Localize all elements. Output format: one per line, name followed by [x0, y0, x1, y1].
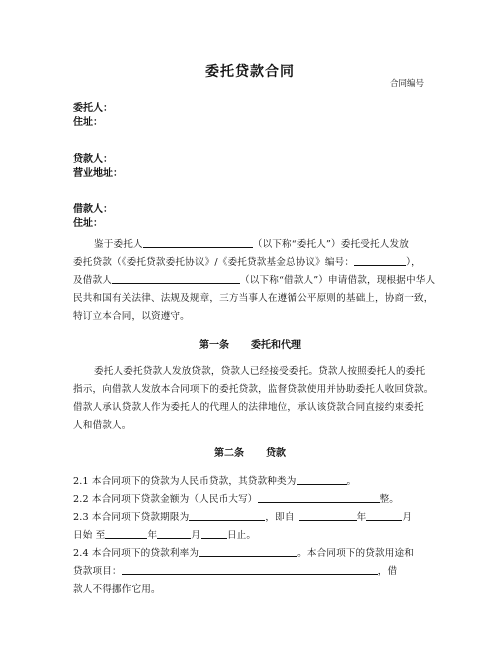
preamble-text: （以下称“借款人”）申请借款，现根据中华人: [239, 275, 436, 286]
article-2-title: 贷款: [266, 448, 286, 459]
preamble-line-2: [73, 254, 421, 268]
end-month-blank: [157, 529, 191, 539]
clause-2-1: [73, 473, 356, 487]
entruster-address-label: 住址：: [73, 117, 103, 128]
clause-2-3-line-2: [73, 527, 256, 541]
preamble-line-1: [94, 236, 409, 250]
clause-text: 年: [147, 530, 158, 541]
clause-text: 贷款项目：: [73, 566, 122, 577]
loan-type-blank: [297, 475, 347, 485]
start-month-blank: [366, 511, 402, 521]
loan-purpose-blank: [122, 565, 378, 575]
clause-text: 日止。: [226, 530, 257, 541]
loan-amount-blank: [258, 493, 380, 503]
clause-text: 2.3 本合同项下贷款期限为: [73, 512, 190, 523]
lender-address-label: 营业地址：: [73, 168, 123, 179]
clause-text: 2.2 本合同项下贷款金额为（人民币大写）: [73, 494, 258, 505]
borrower-name-blank: [112, 274, 240, 284]
clause-2-4-line-2: [73, 563, 397, 577]
clause-text: 。本合同项下的贷款用途和: [297, 548, 415, 559]
borrower-label: 借款人：: [73, 204, 113, 215]
clause-text: 月: [191, 530, 201, 541]
preamble-text: 委托贷款（《委托贷款委托协议》/《委托贷款基金总协议》编号：: [73, 257, 355, 268]
clause-text: 2.4 本合同项下的贷款利率为: [73, 548, 200, 559]
end-day-blank: [201, 529, 227, 539]
preamble-line-3: [73, 272, 435, 286]
article-2-heading: [0, 444, 500, 459]
entruster-name-blank: [143, 238, 253, 248]
clause-text: ，借: [377, 566, 398, 577]
preamble-text: ），: [406, 257, 421, 268]
agreement-number-blank: [354, 256, 406, 266]
entruster-label: 委托人：: [73, 103, 113, 114]
loan-term-blank: [189, 511, 265, 521]
clause-text: 整。: [379, 494, 400, 505]
preamble-text: 鉴于委托人: [94, 239, 143, 250]
start-year-blank: [299, 511, 357, 521]
preamble-line-5: 特订立本合同，以资遵守。: [73, 311, 190, 322]
clause-text: 日始 至: [73, 530, 106, 541]
clause-2-3-line-1: [73, 509, 412, 523]
article-2-number: 第二条: [214, 448, 244, 459]
borrower-address-label: 住址：: [73, 218, 103, 229]
article-1-number: 第一条: [199, 340, 229, 351]
article-1-heading: [0, 336, 500, 351]
clause-text: 。: [346, 476, 357, 487]
contract-number-label: 合同编号: [390, 79, 425, 89]
clause-text: ，即自: [265, 512, 295, 523]
article-1-title: 委托和代理: [251, 340, 301, 351]
preamble-line-4: 民共和国有关法律、法规及规章，三方当事人在遵循公平原则的基础上，协商一致，: [73, 293, 434, 304]
interest-rate-blank: [199, 547, 297, 557]
clause-2-2: [73, 491, 399, 505]
preamble-text: （以下称“委托人”）委托受托人发放: [252, 239, 409, 250]
document-title: 委托贷款合同: [205, 64, 295, 80]
article-1-line-2: 指示，向借款人发放本合同项下的委托贷款，监督贷款使用并协助委托人收回贷款。: [73, 384, 434, 395]
article-1-line-1: 委托人委托贷款人发放贷款，贷款人已经接受委托。贷款人按照委托人的委托: [94, 366, 426, 377]
end-year-blank: [105, 529, 147, 539]
article-1-line-3: 借款人承认贷款人作为委托人的代理人的法律地位，承认该贷款合同直接约束委托: [73, 402, 424, 413]
clause-2-4-line-1: [73, 545, 414, 559]
clause-text: 年: [356, 512, 367, 523]
article-1-line-4: 人和借款人。: [73, 420, 132, 431]
clause-text: 月: [402, 512, 413, 523]
clause-2-4-line-3: 款人不得挪作它用。: [73, 584, 161, 595]
lender-label: 贷款人：: [73, 154, 113, 165]
preamble-text: 及借款人: [73, 275, 112, 286]
clause-text: 2.1 本合同项下的贷款为人民币贷款，其贷款种类为: [73, 476, 297, 487]
